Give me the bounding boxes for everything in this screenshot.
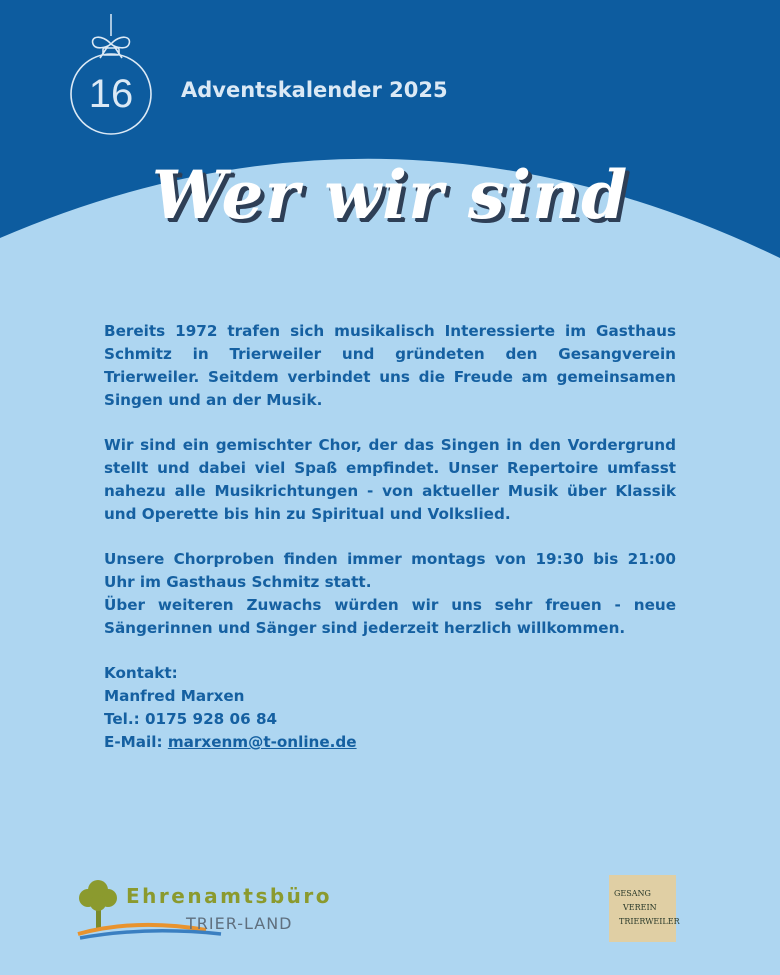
gv-logo-line-2: VEREIN: [623, 903, 657, 912]
contact-label: Kontakt:: [104, 664, 178, 682]
paragraph-rehearsals: [104, 548, 676, 640]
main-content: [104, 320, 676, 754]
ehrenamtsbuero-logo-subtitle: TRIER-LAND: [186, 914, 293, 933]
ehrenamtsbuero-logo-title: Ehrenamtsbüro: [126, 884, 333, 908]
gesangverein-logo: [609, 875, 680, 942]
paragraph-choir: Wir sind ein gemischter Chor, der das Singen in den Vordergrund stellt und dabei viel Spaß empfindet. Unser Repertoire umfasst nahezu alle Musikrichtungen - von aktueller Musik über Klassik und Operette bis hin zu Spiritual und Volkslied.: [104, 436, 676, 523]
contact-phone: Tel.: 0175 928 06 84: [104, 710, 278, 728]
gv-logo-line-1: GESANG: [614, 889, 651, 898]
contact-email-link[interactable]: marxenm@t-online.de: [167, 733, 357, 751]
gv-logo-line-3: TRIERWEILER: [619, 917, 680, 926]
contact-name: Manfred Marxen: [104, 687, 245, 705]
contact-block: [104, 662, 676, 754]
contact-email-label: E-Mail:: [104, 733, 168, 751]
day-number: 16: [88, 72, 134, 116]
new-members-invitation: Über weiteren Zuwachs würden wir uns sehr freuen - neue Sängerinnen und Sänger sind jederzeit herzlich willkommen.: [104, 596, 676, 637]
rehearsal-times: Unsere Chorproben finden immer montags von 19:30 bis 21:00 Uhr im Gasthaus Schmitz statt.: [104, 550, 676, 591]
page-headline: Wer wir sind: [151, 156, 629, 234]
paragraph-history: Bereits 1972 trafen sich musikalisch Interessierte im Gasthaus Schmitz in Trierweiler und gründeten den Gesangverein Trierweiler. Seitdem verbindet uns die Freude am gemeinsamen Singen und an der Musik.: [104, 322, 676, 409]
calendar-title: Adventskalender 2025: [181, 78, 448, 102]
